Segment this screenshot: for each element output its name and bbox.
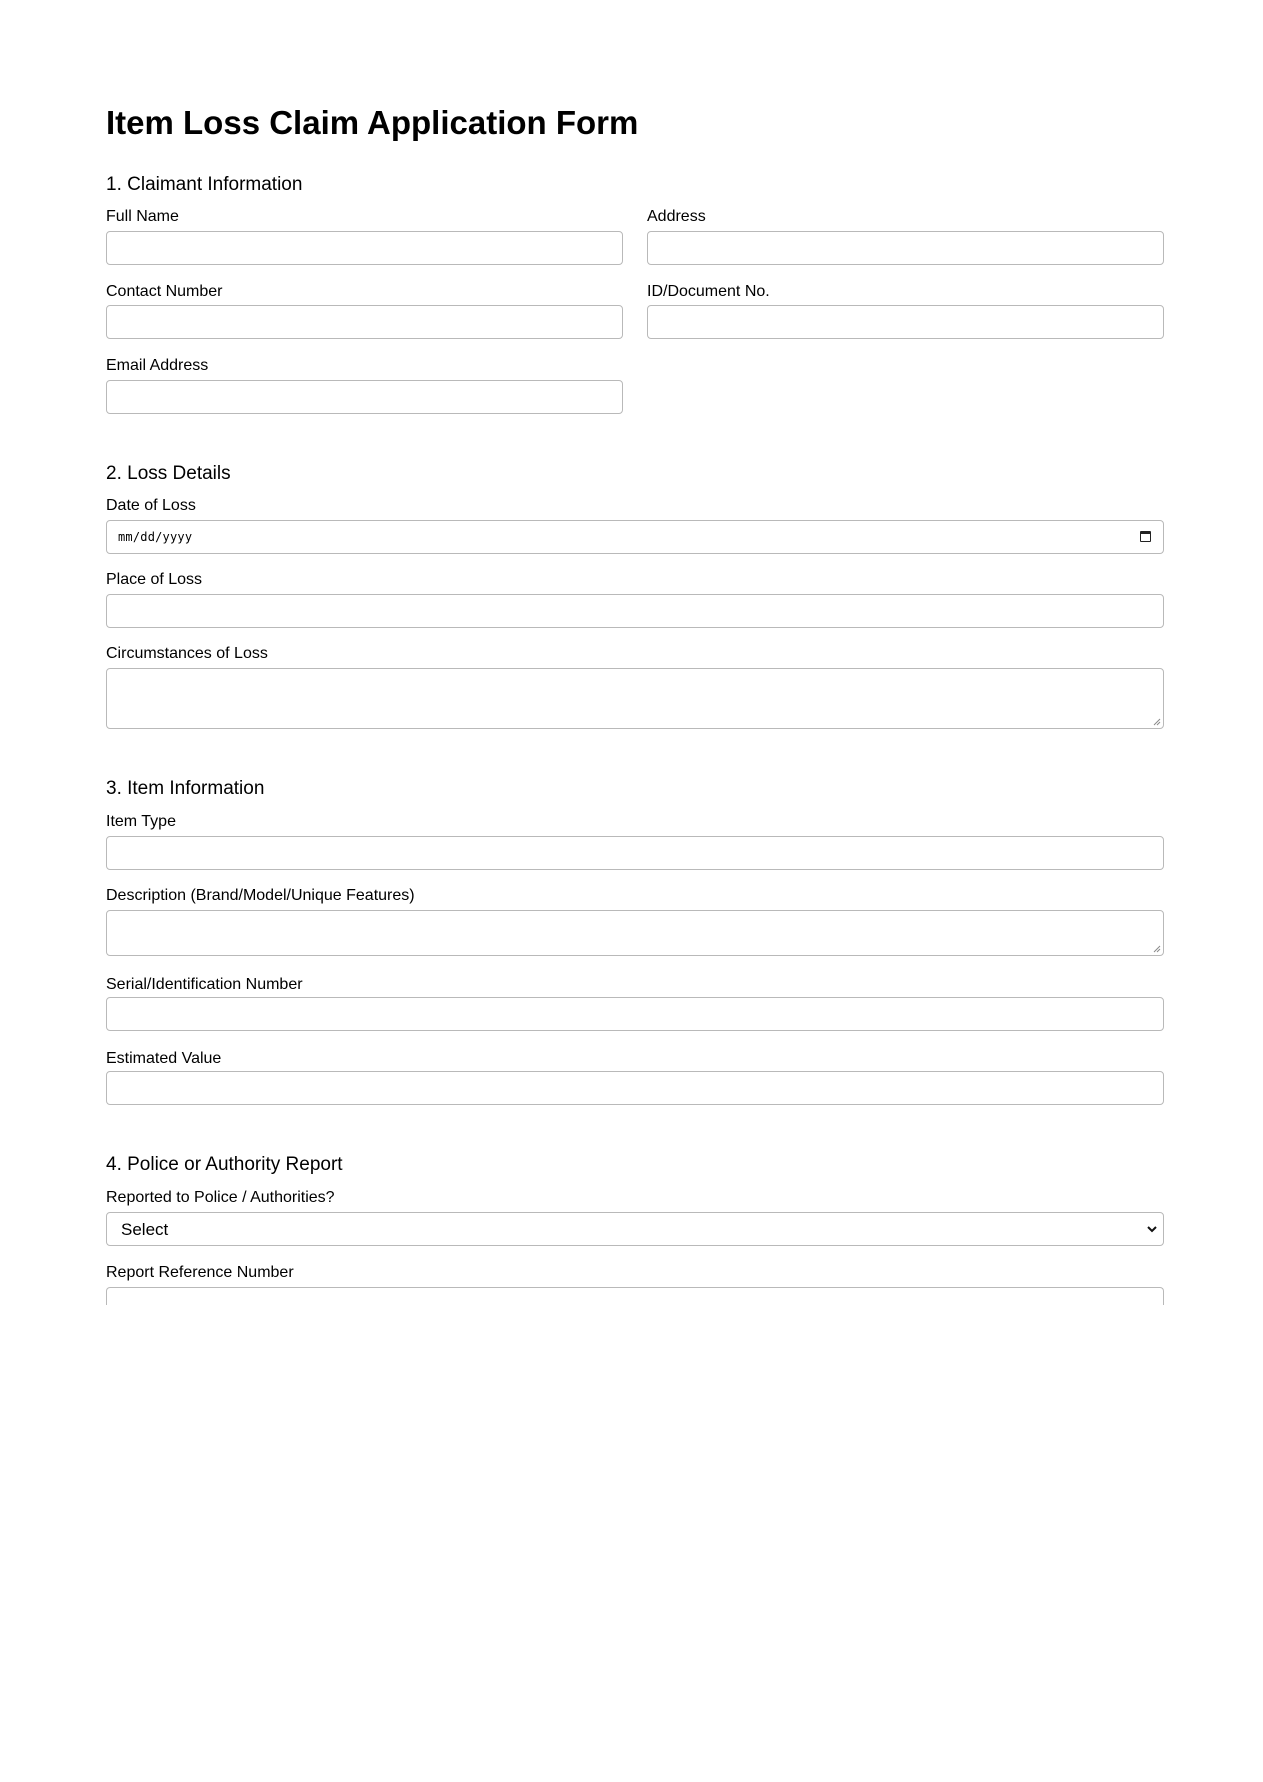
id-document-label: ID/Document No. xyxy=(647,283,770,300)
estimated-value-field[interactable] xyxy=(106,1071,1164,1105)
description-label: Description (Brand/Model/Unique Features) xyxy=(106,887,415,904)
date-of-loss-label: Date of Loss xyxy=(106,497,196,514)
chevron-down-icon xyxy=(1146,1224,1158,1234)
email-address-label: Email Address xyxy=(106,357,209,374)
section-title-item: 3. Item Information xyxy=(106,778,265,799)
full-name-field[interactable] xyxy=(106,231,623,265)
circumstances-label: Circumstances of Loss xyxy=(106,645,268,662)
contact-number-field[interactable] xyxy=(106,305,623,339)
id-document-field[interactable] xyxy=(647,305,1164,339)
contact-number-label: Contact Number xyxy=(106,283,223,300)
address-label: Address xyxy=(647,208,706,225)
section-title-claimant: 1. Claimant Information xyxy=(106,174,303,195)
reported-to-police-select[interactable] xyxy=(106,1212,1164,1246)
item-type-label: Item Type xyxy=(106,813,176,830)
estimated-value-label: Estimated Value xyxy=(106,1050,222,1067)
resize-grip-icon[interactable] xyxy=(1153,718,1161,726)
serial-number-field[interactable] xyxy=(106,997,1164,1031)
place-of-loss-label: Place of Loss xyxy=(106,571,203,588)
section-title-report: 4. Police or Authority Report xyxy=(106,1154,343,1175)
report-reference-field[interactable] xyxy=(106,1287,1164,1305)
report-reference-label: Report Reference Number xyxy=(106,1264,294,1281)
address-field[interactable] xyxy=(647,231,1164,265)
email-address-field[interactable] xyxy=(106,380,623,414)
reported-to-police-label: Reported to Police / Authorities? xyxy=(106,1189,335,1206)
place-of-loss-field[interactable] xyxy=(106,594,1164,628)
full-name-label: Full Name xyxy=(106,208,179,225)
section-title-loss: 2. Loss Details xyxy=(106,463,231,484)
select-value: Select xyxy=(121,1220,169,1239)
page-title: Item Loss Claim Application Form xyxy=(106,104,639,141)
date-of-loss-field[interactable] xyxy=(106,520,1164,554)
item-type-field[interactable] xyxy=(106,836,1164,870)
description-textarea[interactable] xyxy=(106,910,1164,956)
resize-grip-icon[interactable] xyxy=(1153,945,1161,953)
date-placeholder: mm/dd/yyyy xyxy=(118,530,193,544)
calendar-icon[interactable] xyxy=(1140,531,1151,542)
circumstances-textarea[interactable] xyxy=(106,668,1164,729)
serial-number-label: Serial/Identification Number xyxy=(106,976,303,993)
